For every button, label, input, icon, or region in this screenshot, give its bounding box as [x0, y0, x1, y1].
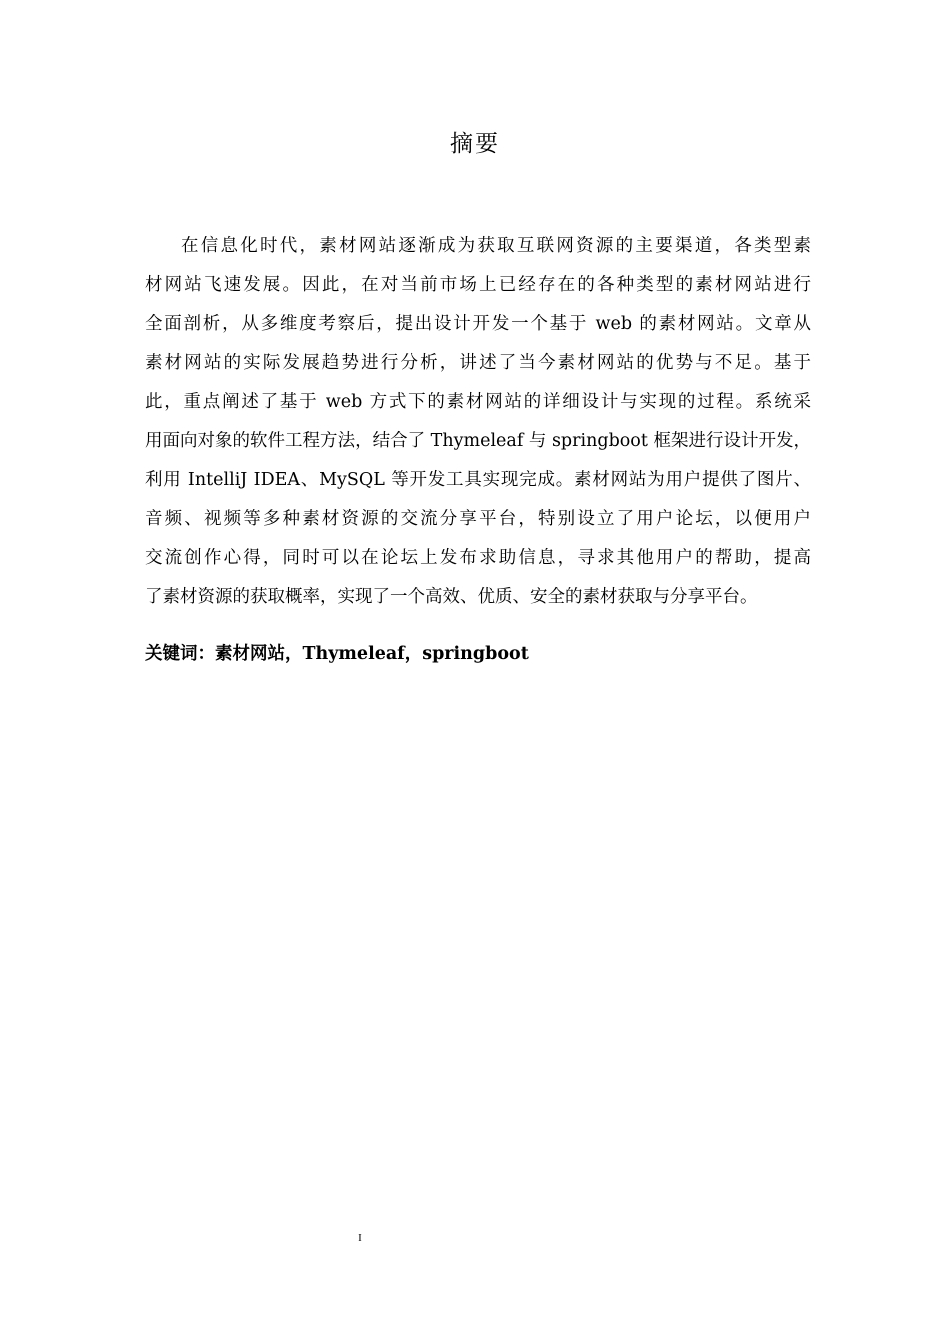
abstract-line-5: 此，重点阐述了基于 web 方式下的素材网站的详细设计与实现的过程。系统采: [145, 392, 811, 412]
abstract-line-4: 素材网站的实际发展趋势进行分析，讲述了当今素材网站的优势与不足。基于: [145, 353, 811, 373]
abstract-line-10: 了素材资源的获取概率，实现了一个高效、优质、安全的素材获取与分享平台。: [145, 587, 758, 607]
page-number: I: [358, 1232, 362, 1244]
abstract-line-3: 全面剖析，从多维度考察后，提出设计开发一个基于 web 的素材网站。文章从: [145, 314, 811, 334]
keywords-line: 关键词：素材网站，Thymeleaf，springboot: [145, 644, 529, 664]
abstract-line-2: 材网站飞速发展。因此，在对当前市场上已经存在的各种类型的素材网站进行: [145, 275, 811, 295]
abstract-line-9: 交流创作心得，同时可以在论坛上发布求助信息，寻求其他用户的帮助，提高: [145, 548, 811, 568]
abstract-line-1: 在信息化时代，素材网站逐渐成为获取互联网资源的主要渠道，各类型素: [181, 236, 811, 256]
page-title: 摘要: [450, 131, 500, 157]
abstract-paragraph: [145, 232, 811, 622]
abstract-line-7: 利用 IntelliJ IDEA、MySQL 等开发工具实现完成。素材网站为用户提供了图片、: [145, 470, 811, 490]
abstract-line-6: 用面向对象的软件工程方法，结合了 Thymeleaf 与 springboot 框架进行设计开发，: [145, 431, 811, 451]
abstract-line-8: 音频、视频等多种素材资源的交流分享平台，特别设立了用户论坛，以便用户: [145, 509, 811, 529]
